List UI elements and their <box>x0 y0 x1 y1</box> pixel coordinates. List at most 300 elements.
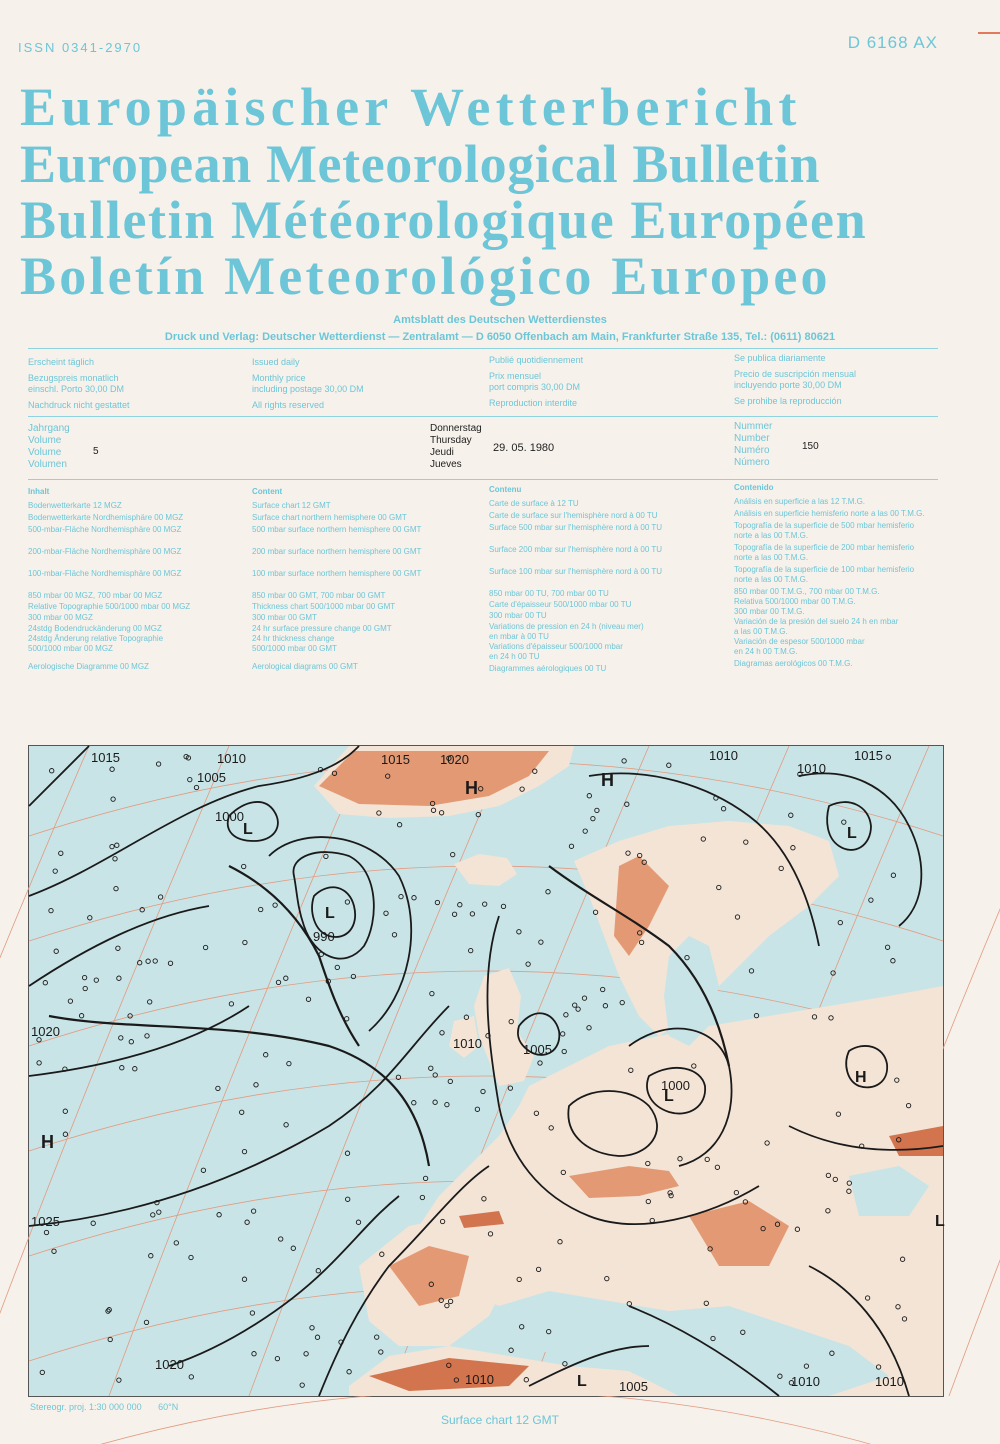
info-line: including postage 30,00 DM <box>252 384 364 394</box>
publisher-block <box>0 312 1000 346</box>
station-marker <box>250 1311 254 1315</box>
isobar-label: 1015 <box>381 752 410 767</box>
contents-item: 500/1000 mbar 00 MGZ <box>28 644 113 653</box>
station-marker <box>153 959 157 963</box>
isobar-label: 1005 <box>197 770 226 785</box>
info-line: Publié quotidiennement <box>489 355 584 365</box>
low-pressure-marker: L <box>325 905 335 922</box>
station-marker <box>622 759 626 763</box>
station-marker <box>481 1089 485 1093</box>
station-marker <box>94 978 98 982</box>
station-marker <box>667 763 671 767</box>
isobar-label: 1020 <box>155 1357 184 1372</box>
info-line: Precio de suscripción mensual <box>734 369 857 379</box>
isobar-label: 1010 <box>709 748 738 763</box>
isobar-label: 1005 <box>523 1042 552 1057</box>
station-marker <box>501 904 505 908</box>
station-marker <box>869 898 873 902</box>
contents-item: 850 mbar 00 MGZ, 700 mbar 00 MGZ <box>28 591 163 600</box>
station-marker <box>52 1249 56 1253</box>
info-line: incluyendo porte 30,00 DM <box>734 380 842 390</box>
station-marker <box>189 1255 193 1259</box>
station-marker <box>251 1209 255 1213</box>
station-marker <box>133 1067 137 1071</box>
station-marker <box>306 997 310 1001</box>
info-english <box>252 357 477 411</box>
corner-mark <box>978 32 1000 34</box>
station-marker <box>891 873 895 877</box>
contents-item: 850 mbar 00 GMT, 700 mbar 00 GMT <box>252 591 386 600</box>
station-marker <box>273 903 277 907</box>
station-marker <box>392 933 396 937</box>
contents-german <box>28 487 243 672</box>
divider <box>28 416 938 417</box>
meridian-line <box>949 746 1000 1396</box>
station-marker <box>620 1000 624 1004</box>
station-marker <box>83 986 87 990</box>
contents-item: Análisis en superficie a las 12 T.M.G. <box>734 497 866 506</box>
publisher-address: Druck und Verlag: Deutscher Wetterdienst — Zentralamt — D 6050 Offenbach am Main, Frankfurter Straße 135, Tel.: (0611) 80621 <box>164 331 836 343</box>
info-line: Nachdruck nicht gestattet <box>28 400 130 410</box>
volume-value: 5 <box>93 446 99 457</box>
isobar-label: 1010 <box>465 1372 494 1387</box>
contents-heading: Contenu <box>489 485 522 494</box>
station-marker <box>721 807 725 811</box>
station-marker <box>243 940 247 944</box>
high-pressure-marker: H <box>465 778 478 798</box>
contents-item: Surface chart 12 GMT <box>252 501 331 510</box>
number-label: Number <box>734 433 770 444</box>
station-marker <box>470 912 474 916</box>
station-marker <box>412 1101 416 1105</box>
contents-heading: Contenido <box>734 483 774 492</box>
station-marker <box>148 1000 152 1004</box>
title-english: European Meteorological Bulletin <box>20 134 821 194</box>
station-marker <box>229 1002 233 1006</box>
station-marker <box>754 1013 758 1017</box>
contents-item: 24stdg Änderung relative Topographie <box>28 634 164 643</box>
isobar <box>29 1006 449 1226</box>
station-marker <box>448 1079 452 1083</box>
isobar-label: 1010 <box>797 761 826 776</box>
station-marker <box>885 945 889 949</box>
station-marker <box>189 1375 193 1379</box>
station-marker <box>345 1017 349 1021</box>
day-label: Jueves <box>430 459 462 470</box>
station-marker <box>546 890 550 894</box>
number-label: Número <box>734 457 770 468</box>
projection-latitude: 60°N <box>158 1402 179 1412</box>
station-marker <box>149 1254 153 1258</box>
info-german <box>28 357 243 411</box>
contents-item: 300 mbar 00 T.M.G. <box>734 607 805 616</box>
contents-item: 100 mbar surface northern hemisphere 00 GMT <box>252 569 422 578</box>
station-marker <box>68 999 72 1003</box>
station-marker <box>587 794 591 798</box>
contents-item: Análisis en superficie hemisferio norte a las 00 T.M.G. <box>734 509 925 518</box>
station-marker <box>217 1213 221 1217</box>
station-marker <box>216 1086 220 1090</box>
station-marker <box>110 767 114 771</box>
isobar <box>29 1006 249 1076</box>
station-marker <box>508 1086 512 1090</box>
info-french <box>489 355 719 409</box>
station-marker <box>300 1383 304 1387</box>
contents-item: en mbar à 00 TU <box>489 632 549 641</box>
station-marker <box>561 1032 565 1036</box>
british-isles-land <box>474 968 534 1086</box>
number-label: Nummer <box>734 421 773 432</box>
info-line: einschl. Porto 30,00 DM <box>28 384 125 394</box>
low-pressure-marker: L <box>243 821 253 838</box>
station-marker <box>451 852 455 856</box>
isobar-label: 1015 <box>854 748 883 763</box>
station-marker <box>749 969 753 973</box>
contents-item: 200 mbar surface northern hemisphere 00 GMT <box>252 547 422 556</box>
info-line: Bezugspreis monatlich <box>28 373 119 383</box>
station-marker <box>351 974 355 978</box>
isobar-label: 1010 <box>875 1374 904 1389</box>
contents-item: Diagramas aerológicos 00 T.M.G. <box>734 659 853 668</box>
station-marker <box>82 975 86 979</box>
station-marker <box>240 1110 244 1114</box>
station-marker <box>538 1061 542 1065</box>
high-pressure-marker: H <box>41 1132 54 1152</box>
isobar-label: 1015 <box>91 750 120 765</box>
contents-item: Topografía de la superficie de 500 mbar hemisferio <box>734 521 915 530</box>
station-marker <box>201 1168 205 1172</box>
station-marker <box>43 981 47 985</box>
meridian-line <box>0 746 89 1396</box>
station-marker <box>259 907 263 911</box>
station-marker <box>562 1049 566 1053</box>
station-marker <box>120 1066 124 1070</box>
station-marker <box>40 1370 44 1374</box>
volume-label: Volume <box>28 447 62 458</box>
station-marker <box>335 965 339 969</box>
contents-item: 300 mbar 00 GMT <box>252 613 317 622</box>
station-marker <box>252 1352 256 1356</box>
contents-item: Surface 500 mbar sur l'hemisphère nord à 00 TU <box>489 523 663 532</box>
contents-item: 850 mbar 00 T.M.G., 700 mbar 00 T.M.G. <box>734 587 880 596</box>
station-marker <box>564 1013 568 1017</box>
station-marker <box>264 1053 268 1057</box>
contents-item: Bodenwetterkarte Nordhemisphäre 00 MGZ <box>28 513 184 522</box>
station-marker <box>842 820 846 824</box>
volume-label: Volumen <box>28 459 67 470</box>
station-marker <box>569 844 573 848</box>
info-line: Se prohibe la reproducción <box>734 396 842 406</box>
station-marker <box>319 952 323 956</box>
isobar-label: 1020 <box>31 1024 60 1039</box>
station-marker <box>310 1326 314 1330</box>
contents-item: Bodenwetterkarte 12 MGZ <box>28 501 122 510</box>
number-labels <box>734 421 772 469</box>
station-marker <box>79 1014 83 1018</box>
low-pressure-marker: L <box>664 1088 674 1105</box>
volume-label: Volume <box>28 435 62 446</box>
info-line: Issued daily <box>252 357 300 367</box>
divider <box>28 479 938 480</box>
high-pressure-marker: H <box>601 770 614 790</box>
station-marker <box>433 1100 437 1104</box>
station-marker <box>242 1149 246 1153</box>
low-pressure-marker: L <box>935 1213 945 1230</box>
info-line: port compris 30,00 DM <box>489 382 581 392</box>
station-marker <box>345 1151 349 1155</box>
station-marker <box>576 1007 580 1011</box>
station-marker <box>316 1269 320 1273</box>
station-marker <box>601 987 605 991</box>
station-marker <box>174 1241 178 1245</box>
station-marker <box>423 1176 427 1180</box>
contents-item: Variación de la presión del suelo 24 h en mbar <box>734 617 899 626</box>
contents-item: Carte d'épaisseur 500/1000 mbar 00 TU <box>489 600 632 609</box>
station-marker <box>324 854 328 858</box>
station-marker <box>509 1348 513 1352</box>
station-marker <box>284 1123 288 1127</box>
station-marker <box>375 1335 379 1339</box>
weather-map-canvas <box>29 746 943 1396</box>
high-pressure-marker: H <box>855 1069 867 1086</box>
station-marker <box>356 1220 360 1224</box>
station-marker <box>37 1061 41 1065</box>
station-marker <box>435 900 439 904</box>
contents-item: 100-mbar-Fläche Nordhemisphäre 00 MGZ <box>28 569 182 578</box>
contents-item: 500 mbar surface northern hemisphere 00 GMT <box>252 525 422 534</box>
station-marker <box>88 916 92 920</box>
contents-item: a las 00 T.M.G. <box>734 627 788 636</box>
station-marker <box>430 991 434 995</box>
isobar-label: 1010 <box>453 1036 482 1051</box>
info-line: Se publica diariamente <box>734 353 826 363</box>
contents-item: Diagrammes aérologiques 00 TU <box>489 664 607 673</box>
station-marker <box>111 797 115 801</box>
info-line: Prix mensuel <box>489 371 542 381</box>
contents-item: 300 mbar 00 TU <box>489 611 547 620</box>
station-marker <box>483 902 487 906</box>
contents-item: Topografía de la superficie de 200 mbar hemisferio <box>734 543 915 552</box>
title-french: Bulletin Météorologique Européen <box>20 190 868 250</box>
station-marker <box>53 869 57 873</box>
station-marker <box>151 1213 155 1217</box>
title-german: Europäischer Wetterbericht <box>20 77 802 137</box>
contents-item: Surface chart northern hemisphere 00 GMT <box>252 513 407 522</box>
contents-item: 24 hr surface pressure change 00 GMT <box>252 624 392 633</box>
station-marker <box>891 959 895 963</box>
volume-label: Jahrgang <box>28 423 70 434</box>
contents-item: Carte de surface à 12 TU <box>489 499 579 508</box>
contents-item: Aerological diagrams 00 GMT <box>252 662 358 671</box>
station-marker <box>117 1378 121 1382</box>
station-marker <box>284 976 288 980</box>
contents-item: Thickness chart 500/1000 mbar 00 GMT <box>252 602 396 611</box>
station-marker <box>397 823 401 827</box>
contents-item: 300 mbar 00 MGZ <box>28 613 93 622</box>
info-line: Monthly price <box>252 373 306 383</box>
occluded-front <box>229 866 359 1046</box>
publication-code: D 6168 AX <box>847 33 938 52</box>
station-marker <box>168 961 172 965</box>
station-marker <box>203 945 207 949</box>
contents-item: Relativa 500/1000 mbar 00 T.M.G. <box>734 597 856 606</box>
day-label: Jeudi <box>430 447 454 458</box>
contents-item: Relative Topographie 500/1000 mbar 00 MGZ <box>28 602 191 611</box>
iceland-land <box>454 854 517 886</box>
issue-number: 150 <box>802 441 819 452</box>
station-marker <box>158 895 162 899</box>
station-marker <box>279 1237 283 1241</box>
contents-item: en 24 h 00 T.M.G. <box>734 647 798 656</box>
meridian-line <box>109 746 369 1396</box>
projection-scale: Stereogr. proj. 1:30 000 000 <box>30 1402 142 1412</box>
station-marker <box>595 808 599 812</box>
station-marker <box>114 886 118 890</box>
station-marker <box>113 857 117 861</box>
station-marker <box>347 1370 351 1374</box>
station-marker <box>475 1107 479 1111</box>
station-marker <box>91 1221 95 1225</box>
station-marker <box>469 948 473 952</box>
station-marker <box>304 1352 308 1356</box>
contents-heading: Inhalt <box>28 487 50 496</box>
isobar-label: 1010 <box>217 751 246 766</box>
station-marker <box>287 1061 291 1065</box>
station-marker <box>108 1337 112 1341</box>
station-marker <box>157 1210 161 1214</box>
station-marker <box>242 1277 246 1281</box>
issue-date: 29. 05. 1980 <box>493 442 555 454</box>
isobar-label: 990 <box>313 929 335 944</box>
contents-french <box>489 485 724 674</box>
contents-item: 200-mbar-Fläche Nordhemisphäre 00 MGZ <box>28 547 182 556</box>
station-marker <box>625 802 629 806</box>
station-marker <box>50 769 54 773</box>
station-marker <box>458 903 462 907</box>
low-pressure-marker: L <box>577 1373 587 1390</box>
info-line: Reproduction interdite <box>489 398 578 408</box>
isobar-label: 1000 <box>215 809 244 824</box>
number-label: Numéro <box>734 445 770 456</box>
station-marker <box>115 843 119 847</box>
isobar-label: 1000 <box>661 1078 690 1093</box>
contents-item: norte a las 00 T.M.G. <box>734 553 809 562</box>
contents-item: Variations d'épaisseur 500/1000 mbar <box>489 642 623 651</box>
isobar <box>269 837 411 1031</box>
title-spanish: Boletín Meteorológico Europeo <box>20 246 831 306</box>
issn-number: ISSN 0341-2970 <box>18 40 143 55</box>
contents-item: 850 mbar 00 TU, 700 mbar 00 TU <box>489 589 609 598</box>
station-marker <box>242 864 246 868</box>
day-label: Thursday <box>430 435 472 446</box>
station-marker <box>420 1195 424 1199</box>
contents-heading: Content <box>252 487 283 496</box>
isobar-label: 1020 <box>440 752 469 767</box>
publisher-gazette: Amtsblatt des Deutschen Wetterdienstes <box>393 314 607 326</box>
map-projection-note <box>30 1402 178 1412</box>
station-marker <box>188 777 192 781</box>
contents-item: norte a las 00 T.M.G. <box>734 575 809 584</box>
station-marker <box>59 851 63 855</box>
station-marker <box>117 976 121 980</box>
station-marker <box>110 844 114 848</box>
station-marker <box>789 813 793 817</box>
contents-item: Surface 200 mbar sur l'hemisphère nord à 00 TU <box>489 545 663 554</box>
station-marker <box>582 996 586 1000</box>
station-marker <box>144 1320 148 1324</box>
station-marker <box>54 949 58 953</box>
station-marker <box>440 1031 444 1035</box>
station-marker <box>315 1335 319 1339</box>
contents-item: Variations de pression en 24 h (niveau mer) <box>489 622 644 631</box>
contents-item: norte a las 00 T.M.G. <box>734 531 809 540</box>
contents-item: en 24 h 00 TU <box>489 652 540 661</box>
station-marker <box>345 900 349 904</box>
station-marker <box>119 1036 123 1040</box>
station-marker <box>63 1132 67 1136</box>
volume-labels <box>28 423 70 471</box>
station-marker <box>49 908 53 912</box>
contents-item: 500/1000 mbar 00 GMT <box>252 644 337 653</box>
divider <box>28 348 938 349</box>
contents-item: 24stdg Bodendruckänderung 00 MGZ <box>28 624 162 633</box>
meridian-line <box>0 746 229 1396</box>
station-marker <box>583 829 587 833</box>
station-marker <box>346 1197 350 1201</box>
station-marker <box>44 1230 48 1234</box>
contents-item: 500-mbar-Fläche Nordhemisphäre 00 MGZ <box>28 525 182 534</box>
isobar-label: 1010 <box>791 1374 820 1389</box>
station-marker <box>245 1220 249 1224</box>
isobar <box>29 746 89 806</box>
station-marker <box>379 1350 383 1354</box>
station-marker <box>194 785 198 789</box>
station-marker <box>399 894 403 898</box>
low-pressure-marker: L <box>847 825 857 842</box>
station-marker <box>116 946 120 950</box>
surface-weather-map <box>28 745 944 1397</box>
contents-item: 24 hr thickness change <box>252 634 335 643</box>
info-spanish <box>734 353 944 407</box>
day-label: Donnerstag <box>430 423 482 434</box>
station-marker <box>129 1040 133 1044</box>
station-marker <box>146 959 150 963</box>
station-marker <box>384 911 388 915</box>
station-marker <box>886 755 890 759</box>
station-marker <box>429 1066 433 1070</box>
info-line: All rights reserved <box>252 400 325 410</box>
station-marker <box>591 816 595 820</box>
station-marker <box>526 962 530 966</box>
station-marker <box>412 896 416 900</box>
station-marker <box>603 1004 607 1008</box>
contents-item: Surface 100 mbar sur l'hemisphère nord à 00 TU <box>489 567 663 576</box>
contents-spanish <box>734 483 949 669</box>
station-marker <box>452 912 456 916</box>
day-labels <box>430 423 482 471</box>
station-marker <box>156 762 160 766</box>
contents-item: Carte de surface sur l'hemisphère nord à 00 TU <box>489 511 658 520</box>
station-marker <box>145 1034 149 1038</box>
station-marker <box>517 930 521 934</box>
isobar-label: 1025 <box>31 1214 60 1229</box>
isobar-label: 1005 <box>619 1379 648 1394</box>
contents-item: Topografía de la superficie de 100 mbar hemisferio <box>734 565 915 574</box>
station-marker <box>445 1102 449 1106</box>
station-marker <box>63 1109 67 1113</box>
chart-title: Surface chart 12 GMT <box>440 1413 560 1427</box>
station-marker <box>254 1083 258 1087</box>
